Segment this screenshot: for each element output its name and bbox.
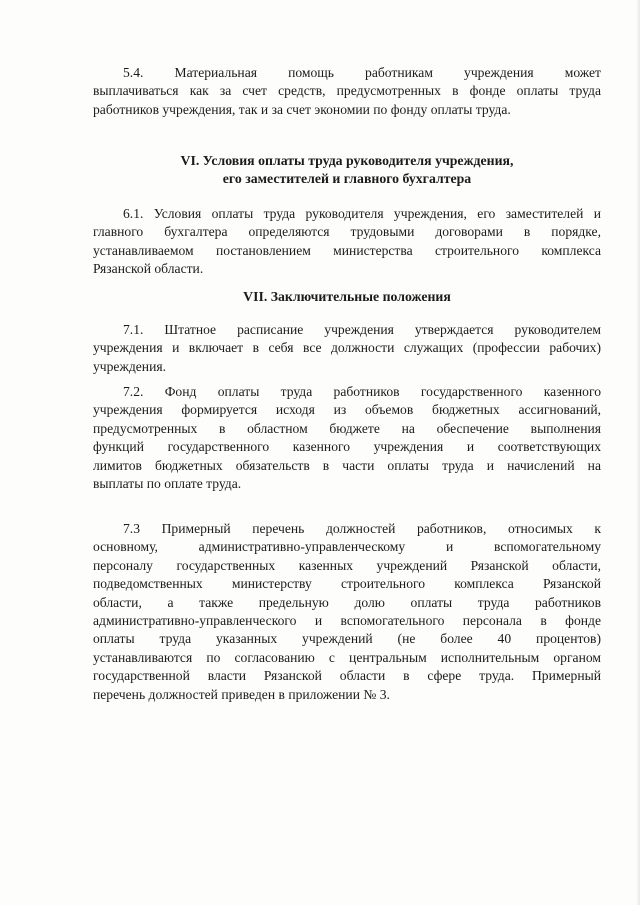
text-line: административно-управленческого и вспомогательного персонала в фонде — [93, 613, 601, 629]
text-line: учреждения и включает в себя все должности служащих (профессии рабочих) — [93, 340, 601, 356]
paragraph-7-3 — [93, 520, 601, 704]
text-line: оплаты труда указанных учреждений (не более 40 процентов) — [93, 631, 601, 647]
text-line: государственной власти Рязанской области в сфере труда. Примерный — [93, 668, 601, 684]
paragraph-7-2 — [93, 383, 601, 493]
heading-line: его заместителей и главного бухгалтера — [222, 171, 472, 186]
text-line: области, а также предельную долю оплаты труда работников — [93, 594, 601, 610]
heading-line: VII. Заключительные положения — [243, 289, 451, 304]
text-line: лимитов бюджетных обязательств в части оплаты труда и начислений на — [93, 457, 601, 473]
text-line: учреждения формируется исходя из объемов бюджетных ассигнований, — [93, 402, 601, 418]
text-line: работников учреждения, так и за счет экономии по фонду оплаты труда. — [93, 101, 511, 117]
text-line: Рязанской области. — [93, 261, 204, 277]
section-6-heading — [93, 152, 601, 188]
text-line: предусмотренных в областном бюджете на обеспечение выполнения — [93, 420, 601, 436]
page-edge — [636, 0, 640, 905]
text-line: учреждения. — [93, 358, 167, 374]
text-line: основному, административно-управленческому и вспомогательному — [93, 539, 601, 555]
text-line: главного бухгалтера определяются трудовыми договорами в порядке, — [93, 224, 601, 240]
text-line: 5.4. Материальная помощь работникам учреждения может — [123, 65, 601, 80]
paragraph-7-1 — [93, 321, 601, 376]
text-line: 7.3 Примерный перечень должностей работников, относимых к — [123, 521, 601, 536]
paragraph-5-4 — [93, 64, 601, 119]
paragraph-6-1 — [93, 205, 601, 279]
text-line: подведомственных министерству строительного комплекса Рязанской — [93, 576, 601, 592]
section-7-heading — [93, 288, 601, 306]
text-line: персоналу государственных казенных учреждений Рязанской области, — [93, 557, 601, 573]
text-line: 6.1. Условия оплаты труда руководителя учреждения, его заместителей и — [123, 206, 601, 221]
text-line: выплаты по оплате труда. — [93, 476, 242, 492]
text-line: перечень должностей приведен в приложении № 3. — [93, 686, 390, 702]
text-line: 7.1. Штатное расписание учреждения утверждается руководителем — [123, 322, 601, 337]
text-line: 7.2. Фонд оплаты труда работников государственного казенного — [123, 384, 601, 399]
text-line: устанавливаются по согласованию с центральным исполнительным органом — [93, 649, 601, 665]
heading-line: VI. Условия оплаты труда руководителя учреждения, — [180, 153, 514, 168]
text-line: устанавливаемом постановлением министерства строительного комплекса — [93, 242, 601, 258]
text-line: выплачиваться как за счет средств, предусмотренных в фонде оплаты труда — [93, 83, 601, 99]
text-line: функций государственного казенного учреждения и соответствующих — [93, 439, 601, 455]
